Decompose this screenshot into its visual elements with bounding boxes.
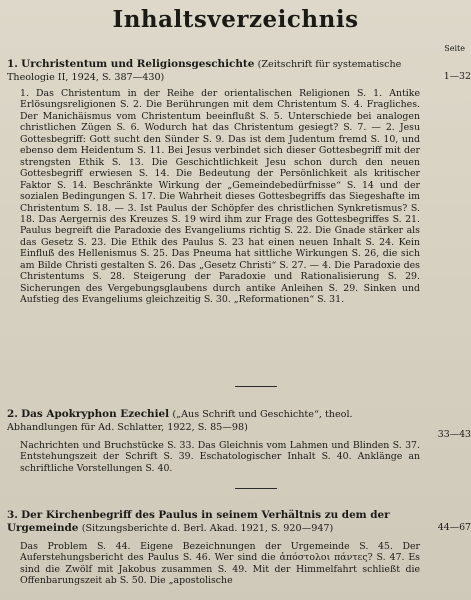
page-column-header: Seite xyxy=(444,44,465,53)
entry-3-pages: 44—67 xyxy=(437,522,471,533)
entry-3-number: 3. xyxy=(7,509,18,521)
entry-1-title: Urchristentum und Religionsgeschichte xyxy=(21,58,255,70)
entry-2-source: („Aus Schrift und Geschichte“, theol. Abhandlungen für Ad. Schlatter, 1922, S. 85—98) xyxy=(7,409,353,433)
section-divider-1 xyxy=(235,386,277,387)
entry-3-heading xyxy=(7,509,414,535)
entry-1-number: 1. xyxy=(7,58,18,70)
entry-3-title: Der Kirchenbegriff des Paulus in seinem Verhältnis zu dem der Urgemeinde xyxy=(7,509,390,534)
page-title: Inhaltsverzeichnis xyxy=(112,6,359,33)
entry-2-heading xyxy=(7,408,414,434)
entry-1-pages: 1—32 xyxy=(443,71,471,82)
entry-2-title: Das Apokryphon Ezechiel xyxy=(21,408,170,420)
section-divider-2 xyxy=(235,488,277,489)
entry-2-summary: Nachrichten und Bruchstücke S. 33. Das Gleichnis vom Lahmen und Blinden S. 37. Entstehungszeit der Schrift S. 39. Eschatologischer Inhalt S. 40. Anklänge an schriftliche Vorstellungen S. 40. xyxy=(20,440,420,474)
entry-3-summary: Das Problem S. 44. Eigene Bezeichnungen der Urgemeinde S. 45. Der Auferstehungsbericht des Paulus S. 46. Wer sind die ἀπόστολοι πάντες? S. 47. Es sind die Zwölf mit Jakobus zusammen S. 49. Mit der Himmelfahrt schließt die Offenbarungszeit ab S. 50. Die „apostolische xyxy=(20,541,420,587)
entry-1-source: (Zeitschrift für systematische Theologie II, 1924, S. 387—430) xyxy=(7,59,402,83)
entry-1-summary: 1. Das Christentum in der Reihe der orientalischen Religionen S. 1. Antike Erlösungsreligionen S. 2. Die Berührungen mit dem Christentum S. 4. Fragliches. Der Manichäismus vom Christentum beeinflußt S. 5. Unterschiede bei analogen christlichen Zügen S. 6. Wodurch hat das Christentum gesiegt? S. 7. — 2. Jesu Gottesbegriff: Gott sucht den Sünder S. 9. Das ist dem Judentum fremd S. 10, und ebenso dem Heidentum S. 11. Bei Jesus verbindet sich dieser Gottesbegriff mit der strengsten Ethik S. 13. Die Geschichtlichkeit Jesu schon durch den neuen Gottesbegriff erwiesen S. 14. Die Bedeutung der Persönlichkeit als kritischer Faktor S. 14. Beschränkte Wirkung der „Gemeindebedürfnisse“ S. 14 und der sozialen Bedingungen S. 17. Die Wahrheit dieses Gottesbegriffs das Siegeshafte im Christentum S. 18. — 3. Ist Paulus der Schöpfer des christlichen Synkretismus? S. 18. Das Aergernis des Kreuzes S. 19 wird ihm zur Frage des Gottesbegriffes S. 21. Paulus begreift die Paradoxie des Evangeliums richtig S. 22. Die Gnade stärker als das Gesetz S. 23. Die Ethik des Paulus S. 23 hat einen neuen Inhalt S. 24. Kein Einfluß des Hellenismus S. 25. Das Pneuma hat sittliche Wirkungen S. 26, die sich am Bilde Christi gestalten S. 26. Das „Gesetz Christi“ S. 27. — 4. Die Paradoxie des Christentums S. 28. Steigerung der Paradoxie und Rationalisierung S. 29. Sicherungen des Vergebungsglaubens durch antike Anleihen S. 29. Sinken und Aufstieg des Evangeliums gleichzeitig S. 30. „Reformationen“ S. 31. xyxy=(20,88,420,306)
entry-1-heading xyxy=(7,58,414,84)
entry-3-source: (Sitzungsberichte d. Berl. Akad. 1921, S. 920—947) xyxy=(81,523,334,534)
entry-2-pages: 33—43 xyxy=(437,429,471,440)
entry-2-number: 2. xyxy=(7,408,18,420)
